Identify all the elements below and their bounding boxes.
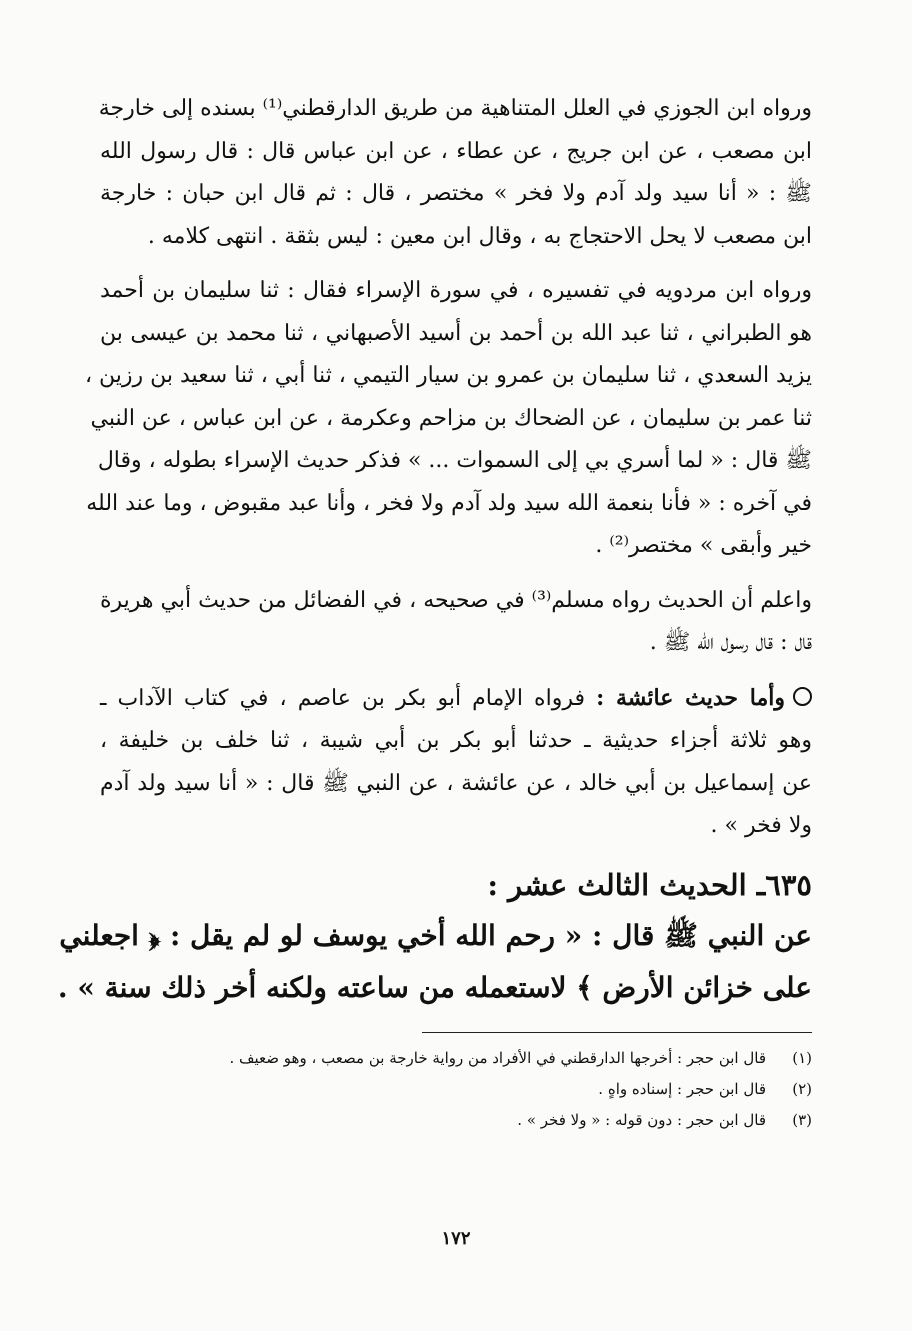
footnote-number: (٢): [792, 1079, 812, 1098]
footnote-1: [100, 1043, 812, 1074]
aisha-line-1: فرواه الإمام أبو بكر بن عاصم ، في كتاب الآداب ـ: [100, 685, 585, 711]
text-line: هو الطبراني ، ثنا عبد الله بن أحمد بن أسيد الأصبهاني ، ثنا محمد بن عيسى بن: [100, 320, 812, 346]
page-number: ١٧٢: [441, 1228, 471, 1249]
paragraph-ibn-mardawayh: [84, 270, 812, 568]
footnote-3: [100, 1105, 812, 1136]
text-line: في آخره : « فأنا بنعمة الله سيد ولد آدم ولا فخر ، وأنا عبد مقبوض ، وما عند الله: [86, 490, 812, 516]
footnote-number: (١): [792, 1048, 812, 1067]
footnote-divider: [422, 1032, 812, 1033]
text-line: ﷺ : « أنا سيد ولد آدم ولا فخر » مختصر ، قال : ثم قال ابن حبان : خارجة: [100, 181, 812, 206]
aisha-lead: وأما حديث عائشة :: [596, 684, 785, 711]
hadith-line: عن النبي ﷺ قال : « رحم الله أخي يوسف لو لم يقل : ﴿ اجعلني: [59, 918, 812, 952]
hadith-heading: ٦٣٥ـ الحديث الثالث عشر :: [487, 867, 812, 902]
text-line: عن إسماعيل بن أبي خالد ، عن عائشة ، عن النبي ﷺ قال : « أنا سيد ولد آدم: [100, 770, 812, 796]
text-line: [100, 677, 812, 721]
footnotes: [100, 1043, 812, 1136]
paragraph-aisha: [100, 677, 812, 848]
circle-bullet-icon: [793, 687, 812, 706]
text-line: يزيد السعدي ، ثنا سليمان بن عمرو بن سيار التيمي ، ثنا أبي ، ثنا سعيد بن رزين ،: [84, 363, 812, 388]
paragraph-ibn-jawzi: [100, 88, 812, 258]
footnote-text: قال ابن حجر : أخرجها الدارقطني في الأفراد من رواية خارجة بن مصعب ، وهو ضعيف .: [229, 1048, 766, 1067]
text-line: ﷺ قال : « لما أسري بي إلى السموات ... » فذكر حديث الإسراء بطوله ، وقال: [97, 448, 812, 473]
hadith-line: على خزائن الأرض ﴾ لاستعمله من ساعته ولكنه أخر ذلك سنة » .: [57, 970, 812, 1004]
footnote-2: [100, 1074, 812, 1105]
text-line: خير وأبقى » مختصر⁽²⁾ .: [595, 533, 812, 558]
text-line: ورواه ابن الجوزي في العلل المتناهية من طريق الدارقطني⁽¹⁾ بسنده إلى خارجة: [98, 96, 812, 121]
text-line: قال : قال رسول الله ﷺ .: [649, 630, 812, 655]
text-line: ابن مصعب لا يحل الاحتجاج به ، وقال ابن معين : ليس بثقة . انتهى كلامه .: [147, 223, 812, 249]
text-line: ورواه ابن مردويه في تفسيره ، في سورة الإسراء فقال : ثنا سليمان بن أحمد: [100, 278, 812, 303]
footnote-number: (٣): [792, 1110, 812, 1129]
footnote-text: قال ابن حجر : إسناده واهٍ .: [598, 1079, 766, 1098]
text-line: واعلم أن الحديث رواه مسلم⁽³⁾ في صحيحه ، في الفضائل من حديث أبي هريرة: [100, 587, 812, 613]
hadith-text: [57, 910, 812, 1014]
text-line: ثنا عمر بن سليمان ، عن الضحاك بن مزاحم وعكرمة ، عن ابن عباس ، عن النبي: [90, 405, 812, 431]
paragraph-muslim: [100, 580, 812, 665]
text-line: ابن مصعب ، عن ابن جريج ، عن عطاء ، عن ابن عباس قال : قال رسول الله: [100, 138, 812, 164]
text-line: ولا فخر » .: [710, 813, 812, 838]
text-line: وهو ثلاثة أجزاء حديثية ـ حدثنا أبو بكر بن أبي شيبة ، ثنا خلف بن خليفة ،: [100, 728, 812, 753]
footnote-text: قال ابن حجر : دون قوله : « ولا فخر » .: [517, 1110, 766, 1129]
